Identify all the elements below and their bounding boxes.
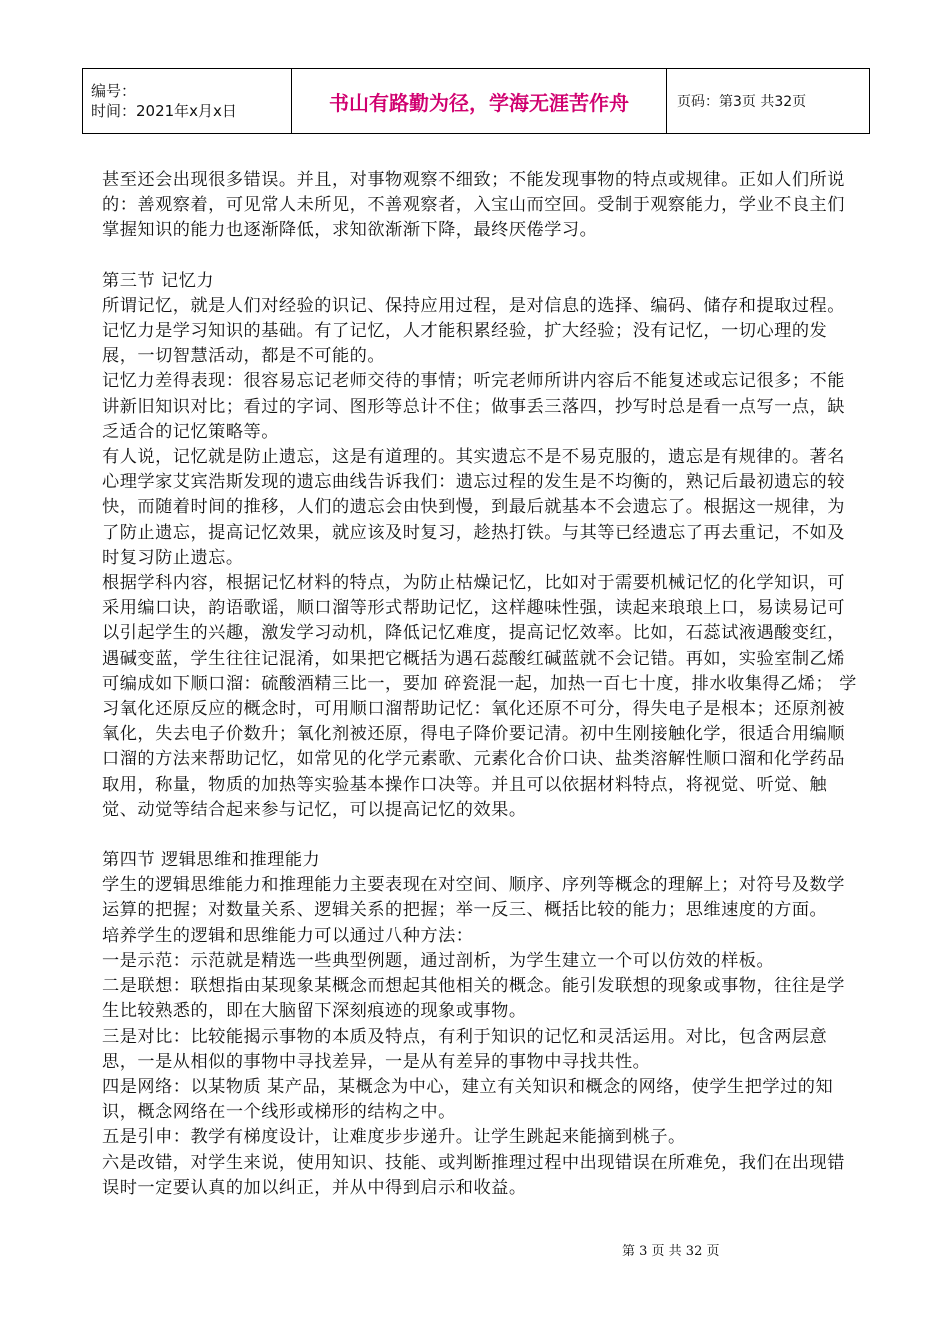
- document-number-label: 编号：: [91, 82, 137, 100]
- paragraph: 有人说，记忆就是防止遗忘，这是有道理的。其实遗忘不是不易克服的，遗忘是有规律的。著名心理学家艾宾浩斯发现的遗忘曲线告诉我们：遗忘过程的发生是不均衡的，熟记后最初遗忘的较快，而随着时间的推移，人们的遗忘会由快到慢，到最后就基本不会遗忘了。根据这一规律，为了防止遗忘，提高记忆效果，就应该及时复习，趁热打铁。与其等已经遗忘了再去重记，不如及时复习防止遗忘。: [102, 447, 845, 568]
- header-page-info: 页码：第3页 共32页: [667, 69, 870, 134]
- paragraph: 学生的逻辑思维能力和推理能力主要表现在对空间、顺序、序列等概念的理解上；对符号及数学运算的把握；对数量关系、逻辑关系的把握；举一反三、概括比较的能力；思维速度的方面。: [102, 875, 845, 921]
- list-item: 三是对比：比较能揭示事物的本质及特点，有利于知识的记忆和灵活运用。对比，包含两层意思，一是从相似的事物中寻找差异，一是从有差异的事物中寻找共性。: [102, 1026, 828, 1072]
- list-item: 六是改错，对学生来说，使用知识、技能、或判断推理过程中出现错误在所难免，我们在出现错误时一定要认真的加以纠正，并从中得到启示和收益。: [102, 1152, 845, 1198]
- paragraph: 根据学科内容，根据记忆材料的特点，为防止枯燥记忆，比如对于需要机械记忆的化学知识，可采用编口诀，韵语歌谣，顺口溜等形式帮助记忆，这样趣味性强，读起来琅琅上口，易读易记可以引起学生的兴趣，激发学习动机，降低记忆难度，提高记忆效率。比如，石蕊试液遇酸变红，遇碱变蓝，学生往往记混淆，如果把它概括为遇石蕊酸红碱蓝就不会记错。再如，实验室制乙烯可编成如下顺口溜：硫酸酒精三比一，要加 碎瓷混一起，加热一百七十度，排水收集得乙烯； 学习氧化还原反应的概念时，可用顺口溜帮助记忆：氧化还原不可分，得失电子是根本；还原剂被氧化，失去电子价数升；氧化剂被还原，得电子降价要记清。初中生刚接触化学，很适合用编顺口溜的方法来帮助记忆，如常见的化学元素歌、元素化合价口诀、盐类溶解性顺口溜和化学药品取用，称量，物质的加热等实验基本操作口决等。并且可以依据材料特点，将视觉、听觉、触觉、动觉等结合起来参与记忆，可以提高记忆的效果。: [102, 573, 857, 820]
- header-meta-cell: [83, 69, 292, 134]
- document-body: [102, 168, 862, 1201]
- paragraph-gap: [102, 823, 862, 848]
- paragraph: 甚至还会出现很多错误。并且，对事物观察不细致；不能发现事物的特点或规律。正如人们所说的：善观察着，可见常人未所见，不善观察者，入宝山而空回。受制于观察能力，学业不良主们掌握知识的能力也逐渐降低，求知欲渐渐下降，最终厌倦学习。: [102, 170, 845, 241]
- paragraph: 培养学生的逻辑和思维能力可以通过八种方法：: [102, 925, 474, 946]
- list-item: 二是联想：联想指由某现象某概念而想起其他相关的概念。能引发联想的现象或事物，往往是学生比较熟悉的，即在大脑留下深刻痕迹的现象或事物。: [102, 976, 845, 1022]
- section-heading: 第四节 逻辑思维和推理能力: [102, 850, 321, 871]
- list-item: 四是网络：以某物质 某产品，某概念为中心，建立有关知识和概念的网络，使学生把学过的知识，概念网络在一个线形或梯形的结构之中。: [102, 1076, 834, 1123]
- paragraph: 所谓记忆，就是人们对经验的识记、保持应用过程，是对信息的选择、编码、储存和提取过程。记忆力是学习知识的基础。有了记忆，人才能积累经验，扩大经验；没有记忆，一切心理的发展，一切智慧活动，都是不可能的。: [102, 295, 845, 367]
- page-footer: 第 3 页 共 32 页: [622, 1244, 720, 1259]
- header-table: [82, 68, 870, 134]
- list-item: 一是示范：示范就是精选一些典型例题，通过剖析，为学生建立一个可以仿效的样板。: [102, 950, 775, 971]
- document-date-label: 时间：2021年x月x日: [91, 102, 237, 120]
- header-slogan: 书山有路勤为径，学海无涯苦作舟: [292, 69, 667, 134]
- list-item: 五是引申：教学有梯度设计，让难度步步递升。让学生跳起来能摘到桃子。: [102, 1127, 686, 1148]
- paragraph: 记忆力差得表现：很容易忘记老师交待的事情；听完老师所讲内容后不能复述或忘记很多；不能讲新旧知识对比；看过的字词、图形等总计不住；做事丢三落四，抄写时总是看一点写一点，缺乏适合的记忆策略等。: [102, 371, 845, 442]
- paragraph-gap: [102, 244, 862, 269]
- section-heading: 第三节 记忆力: [102, 270, 215, 291]
